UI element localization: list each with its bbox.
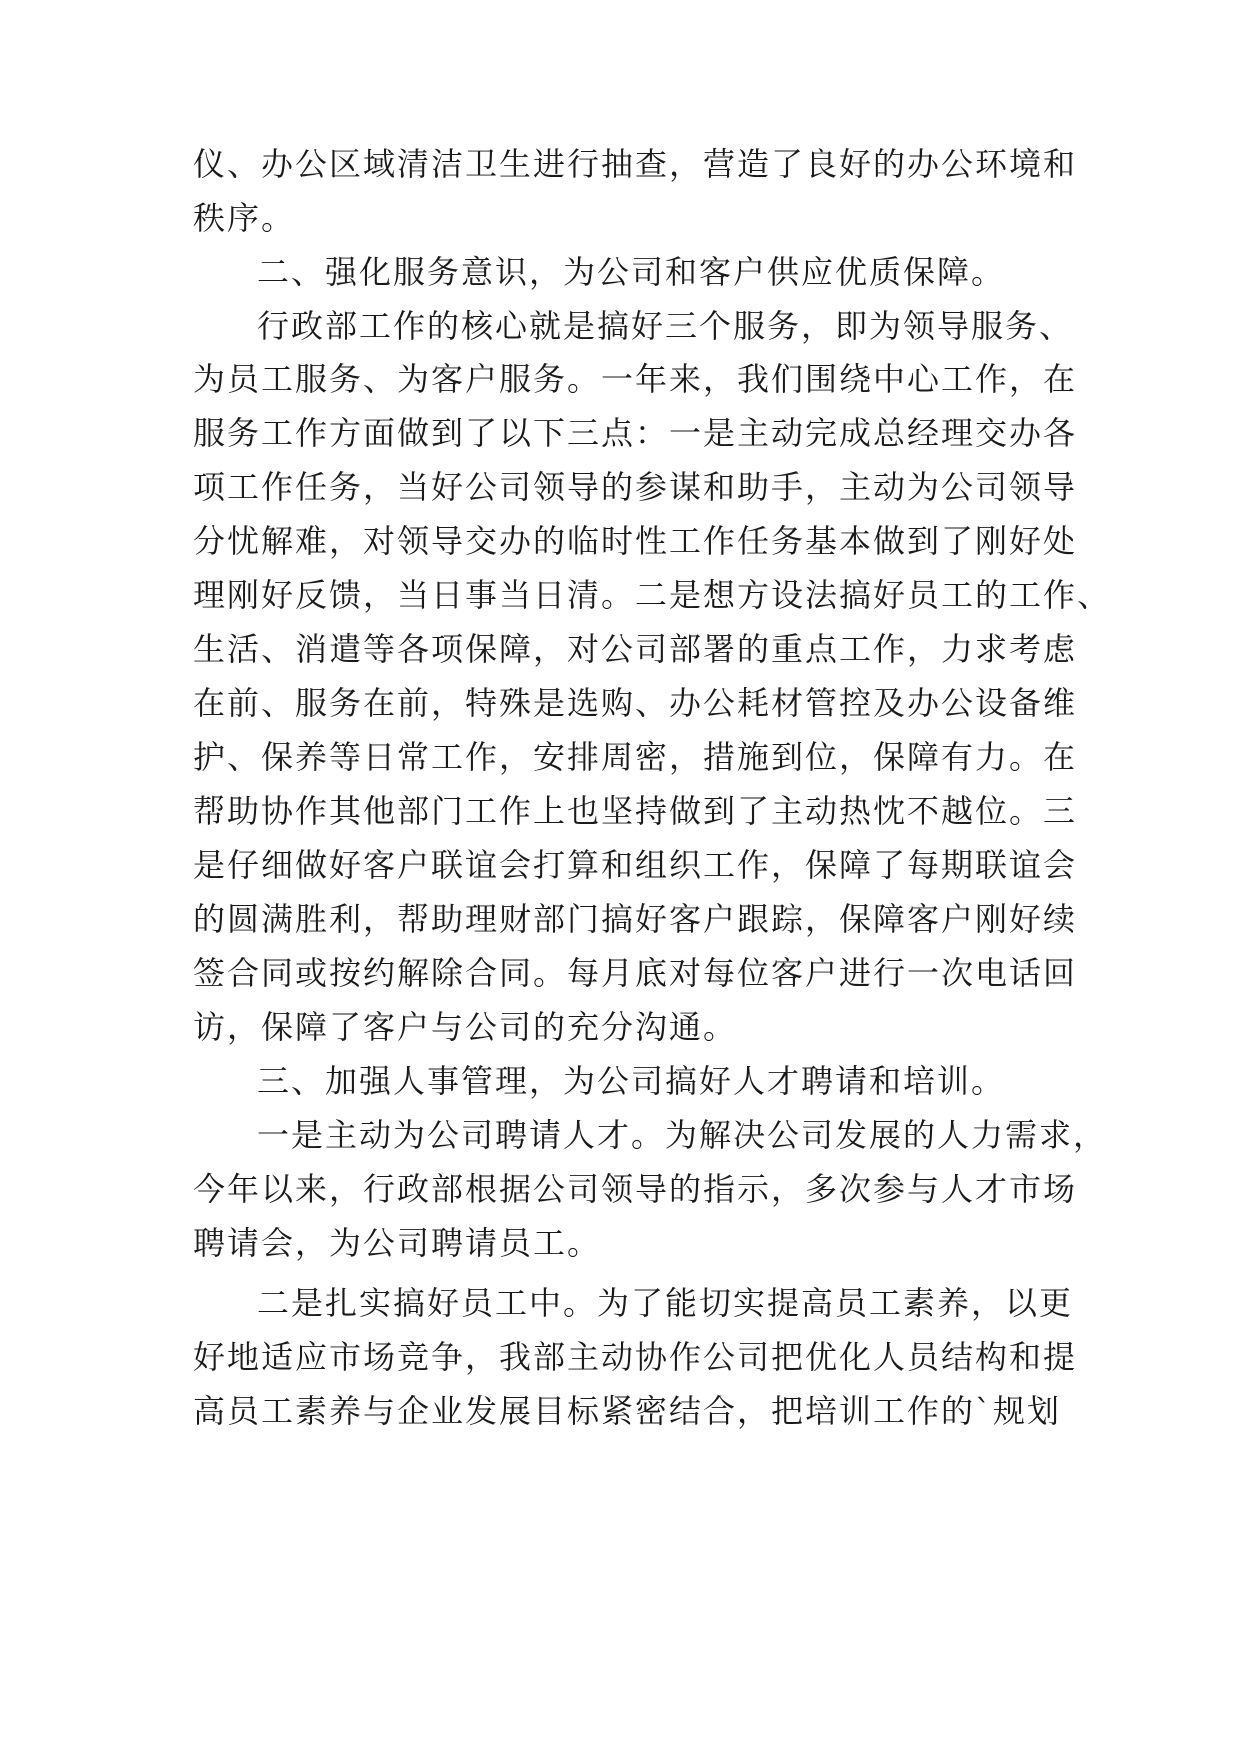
- text-line: 今年以来，行政部根据公司领导的指示，多次参与人才市场: [193, 1170, 1078, 1208]
- text-line: 的圆满胜利，帮助理财部门搞好客户跟踪，保障客户刚好续: [193, 900, 1078, 938]
- section-heading: 三、加强人事管理，为公司搞好人才聘请和培训。: [257, 1062, 1006, 1100]
- text-line: 访，保障了客户与公司的充分沟通。: [193, 1008, 738, 1046]
- text-line: 二是扎实搞好员工中。为了能切实提高员工素养，以更: [257, 1284, 1074, 1322]
- text-line: 护、保养等日常工作，安排周密，措施到位，保障有力。在: [193, 738, 1078, 776]
- text-line: 聘请会，为公司聘请员工。: [193, 1224, 602, 1262]
- text-line: 是仔细做好客户联谊会打算和组织工作，保障了每期联谊会: [193, 846, 1078, 884]
- text-line: 帮助协作其他部门工作上也坚持做到了主动热忱不越位。三: [193, 792, 1078, 830]
- section-heading: 二、强化服务意识，为公司和客户供应优质保障。: [257, 253, 1006, 291]
- text-line: 理刚好反馈，当日事当日清。二是想方设法搞好员工的工作、: [193, 576, 1112, 614]
- text-line: 一是主动为公司聘请人才。为解决公司发展的人力需求，: [257, 1116, 1108, 1154]
- text-line: 在前、服务在前，特殊是选购、办公耗材管控及办公设备维: [193, 684, 1078, 722]
- text-line: 秩序。: [193, 199, 296, 237]
- text-line: 项工作任务，当好公司领导的参谋和助手，主动为公司领导: [193, 468, 1078, 506]
- text-line: 签合同或按约解除合同。每月底对每位客户进行一次电话回: [193, 954, 1078, 992]
- text-line: 仪、办公区域清洁卫生进行抽查，营造了良好的办公环境和: [193, 145, 1078, 183]
- text-line: 高员工素养与企业发展目标紧密结合，把培训工作的`规划: [193, 1392, 1062, 1430]
- text-line: 行政部工作的核心就是搞好三个服务，即为领导服务、: [257, 307, 1074, 345]
- text-line: 好地适应市场竞争，我部主动协作公司把优化人员结构和提: [193, 1338, 1078, 1376]
- text-line: 生活、消遣等各项保障，对公司部署的重点工作，力求考虑: [193, 630, 1078, 668]
- text-line: 服务工作方面做到了以下三点：一是主动完成总经理交办各: [193, 414, 1078, 452]
- text-line: 为员工服务、为客户服务。一年来，我们围绕中心工作，在: [193, 360, 1078, 398]
- text-line: 分忧解难，对领导交办的临时性工作任务基本做到了刚好处: [193, 522, 1078, 560]
